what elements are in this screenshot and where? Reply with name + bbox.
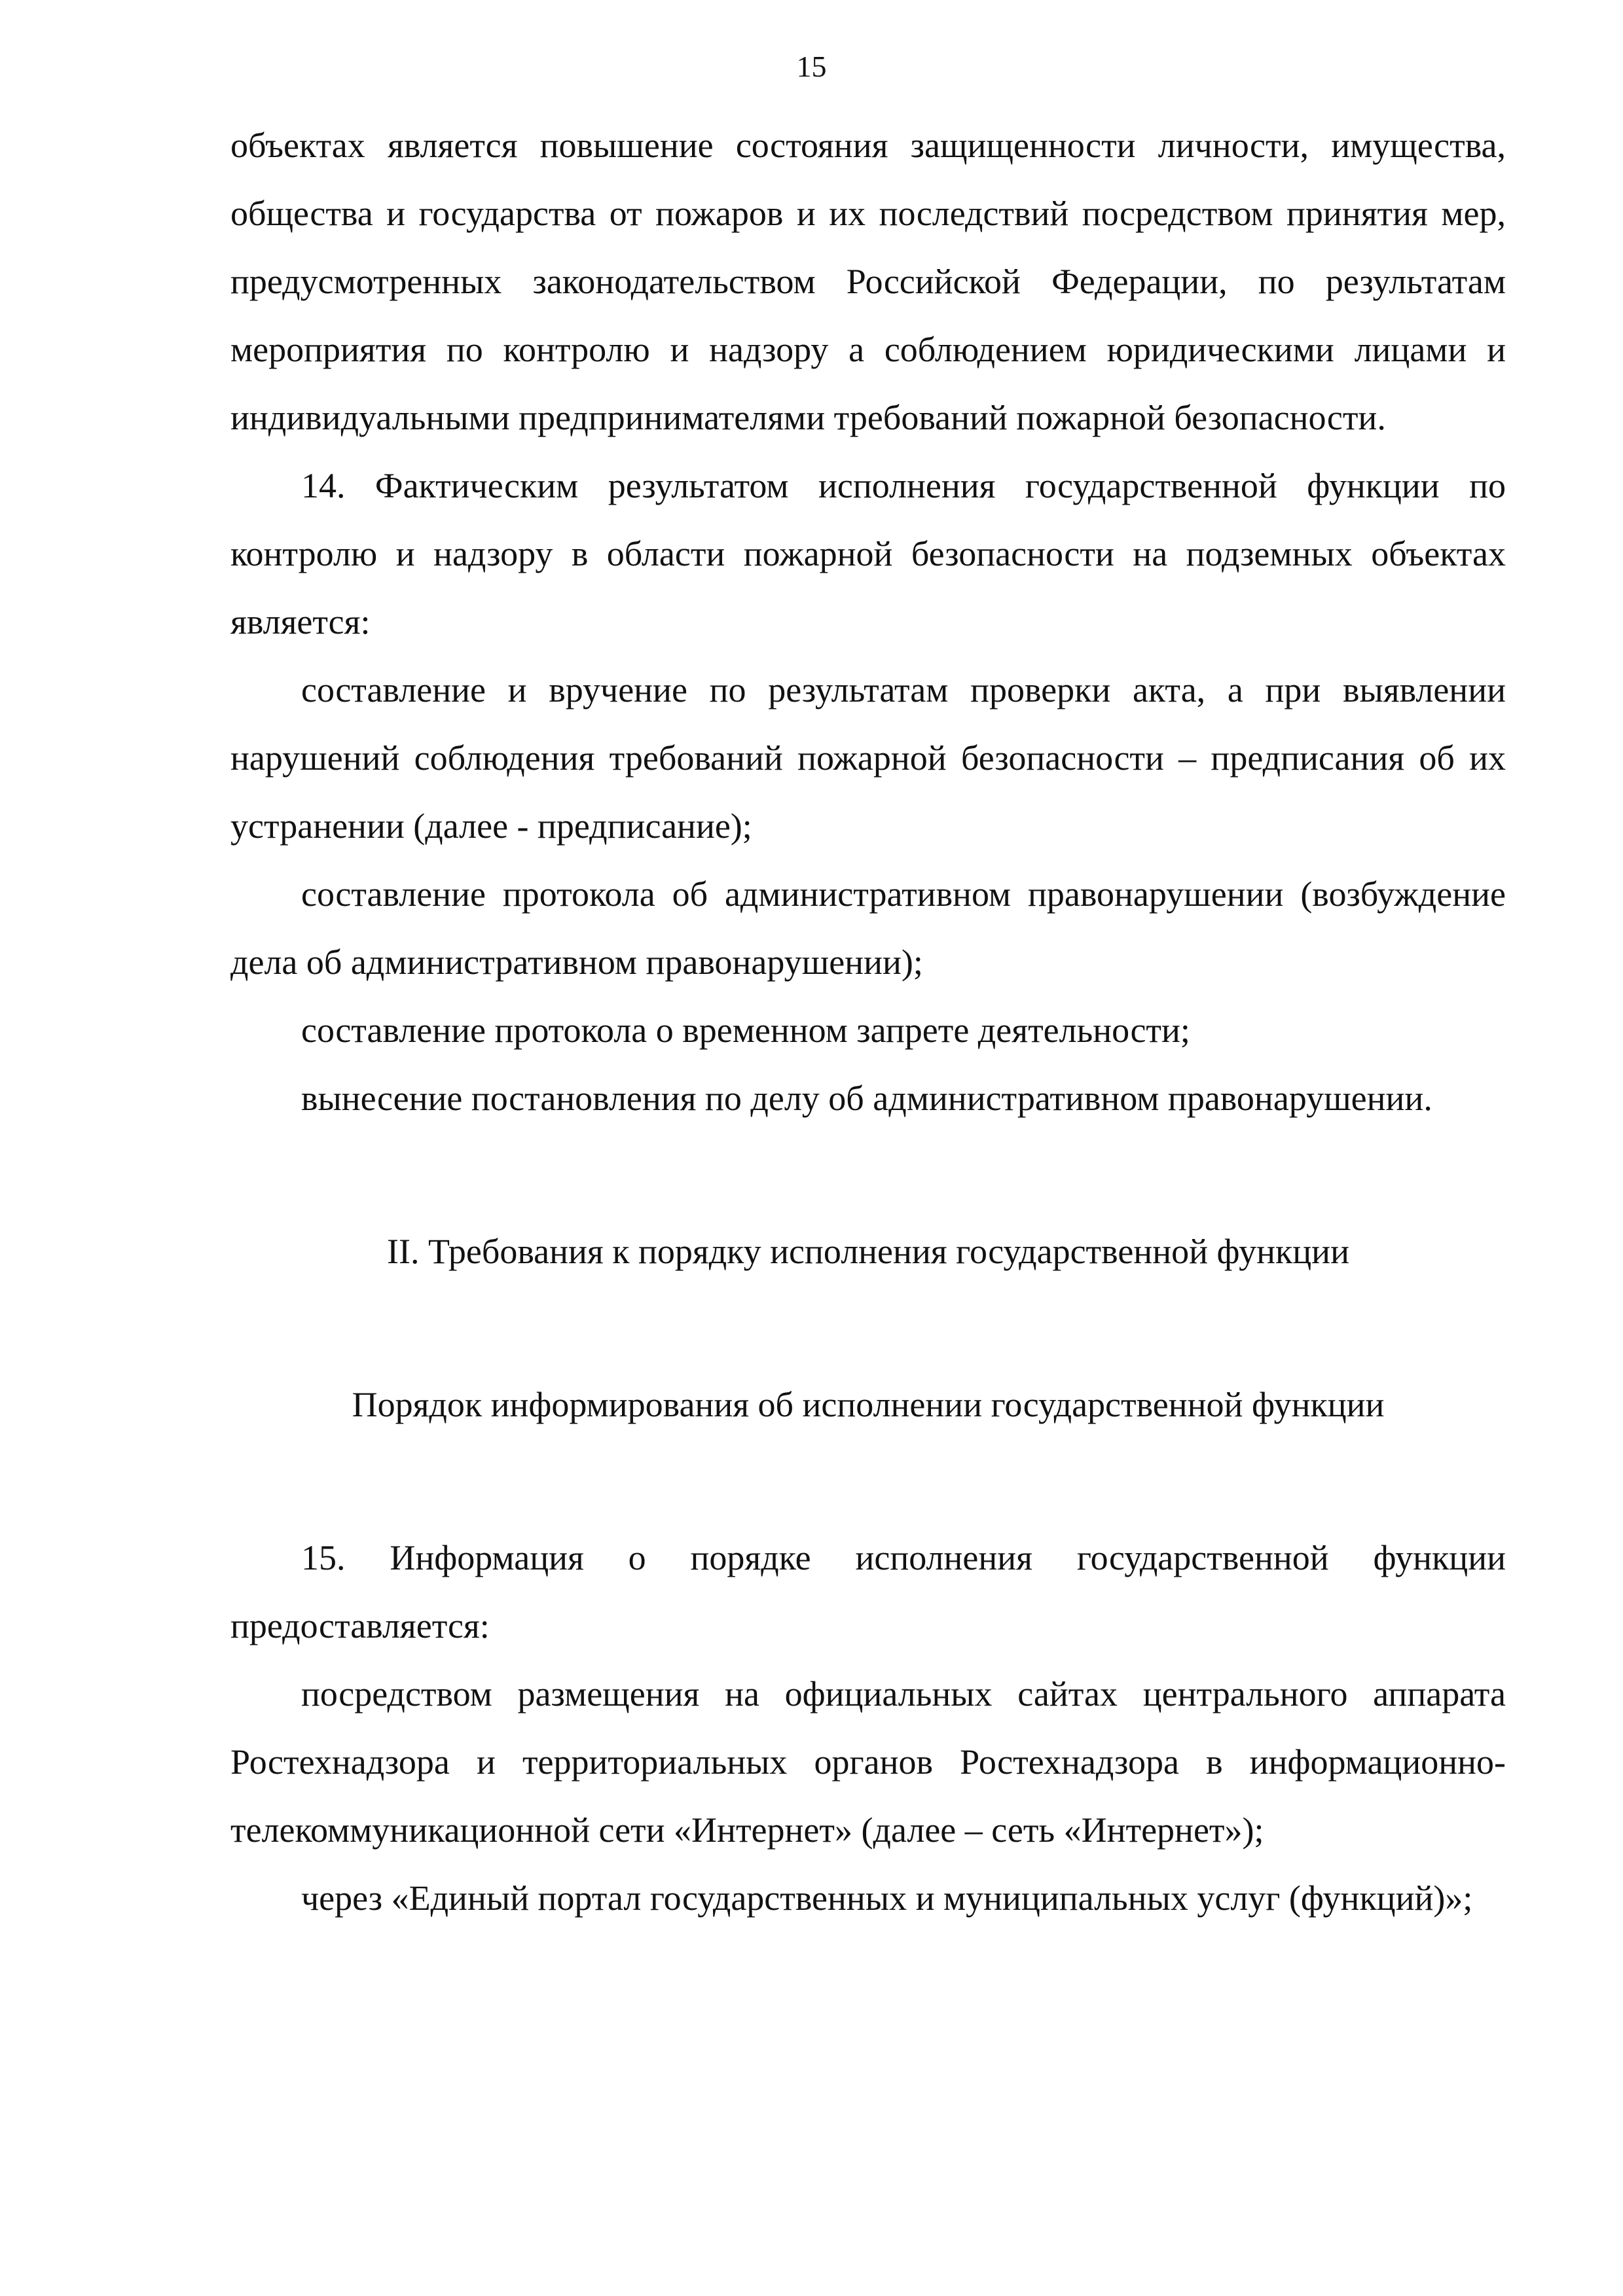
paragraph-14-item-ban: составление протокола о временном запрете деятельности;: [301, 1011, 1190, 1050]
paragraph-14-item-protocol: составление протокола об административном правонарушении (возбуждение дела об административном правонарушении);: [230, 874, 1506, 982]
paragraph-15: 15. Информация о порядке исполнения государственной функции предоставляется:: [230, 1538, 1506, 1645]
paragraph-14-item-act: составление и вручение по результатам проверки акта, а при выявлении нарушений соблюдения требований пожарной безопасности – предписания об их устранении (далее - предписание);: [230, 670, 1506, 846]
section-heading: II. Требования к порядку исполнения государственной функции: [387, 1232, 1349, 1271]
paragraph-15-item-websites: посредством размещения на официальных сайтах центрального аппарата Ростехнадзора и территориальных органов Ростехнадзора в информационно-телекоммуникационной сети «Интернет» (далее – сеть «Интернет»);: [230, 1674, 1506, 1850]
page-number: 15: [796, 50, 827, 83]
paragraph-13-continuation: объектах является повышение состояния защищенности личности, имущества, общества и государства от пожаров и их последствий посредством принятия мер, предусмотренных законодательством Российской Федерации, по результатам мероприятия по контролю и надзору а соблюдением юридическими лицами и индивидуальными предпринимателями требований пожарной безопасности.: [230, 126, 1506, 437]
paragraph-14: 14. Фактическим результатом исполнения государственной функции по контролю и надзору в области пожарной безопасности на подземных объектах является:: [230, 466, 1506, 641]
subsection-heading: Порядок информирования об исполнении государственной функции: [352, 1385, 1385, 1424]
paragraph-15-item-portal: через «Единый портал государственных и муниципальных услуг (функций)»;: [301, 1878, 1473, 1918]
document-body: [230, 111, 1506, 1932]
paragraph-14-item-resolution: вынесение постановления по делу об административном правонарушении.: [301, 1079, 1432, 1118]
